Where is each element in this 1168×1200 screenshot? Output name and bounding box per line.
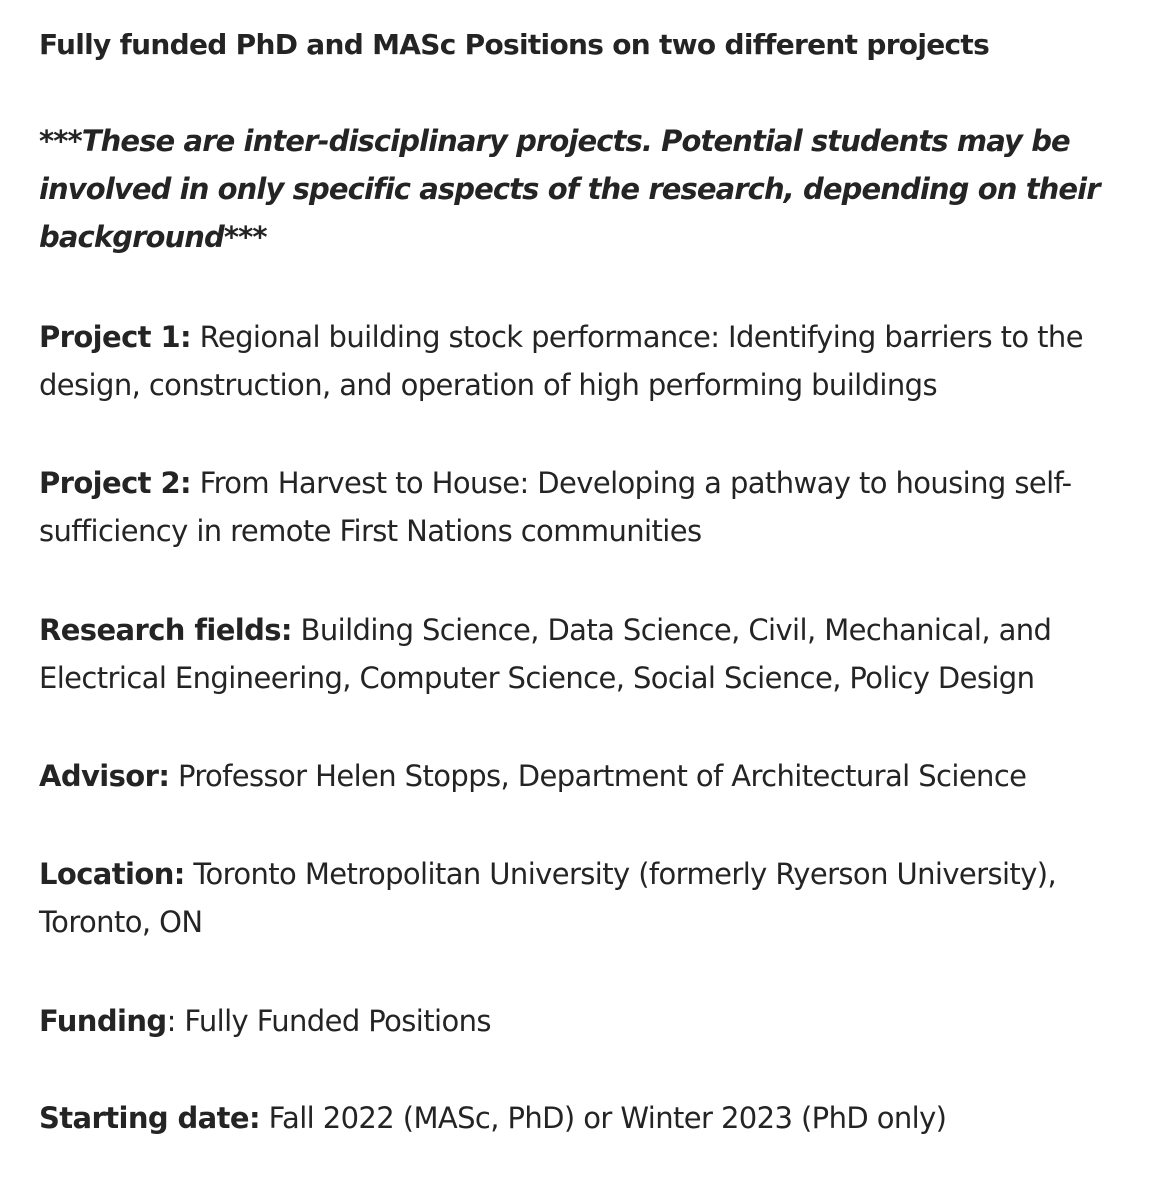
research-fields-text: Building Science, Data Science, Civil, Mechanical, and Electrical Engineering, Computer Science, Social Science, Policy Design [39, 613, 1052, 695]
funding-section [39, 997, 1118, 1045]
project-1-section [39, 313, 1118, 409]
project-2-section [39, 459, 1118, 555]
location-section [39, 850, 1118, 946]
project-2-text: From Harvest to House: Developing a pathway to housing self-sufficiency in remote First Nations communities [39, 466, 1072, 548]
advisor-text: Professor Helen Stopps, Department of Architectural Science [169, 759, 1027, 793]
funding-label: Funding [39, 1004, 167, 1038]
research-fields-label: Research fields: [39, 613, 292, 647]
posting-title: Fully funded PhD and MASc Positions on two different projects [39, 28, 990, 61]
starting-date-text: Fall 2022 (MASc, PhD) or Winter 2023 (PhD only) [259, 1101, 947, 1135]
project-1-label: Project 1: [39, 320, 192, 354]
project-2-label: Project 2: [39, 466, 192, 500]
interdisciplinary-note: ***These are inter-disciplinary projects. Potential students may be involved in only specific aspects of the research, depending on their background*** [39, 124, 1100, 254]
research-fields-section [39, 606, 1118, 702]
funding-text: : Fully Funded Positions [166, 1004, 491, 1038]
location-text: Toronto Metropolitan University (formerly Ryerson University), Toronto, ON [39, 857, 1057, 939]
advisor-label: Advisor: [39, 759, 170, 793]
project-1-text: Regional building stock performance: Identifying barriers to the design, construction, and operation of high performing buildings [39, 320, 1083, 402]
starting-date-label: Starting date: [39, 1101, 260, 1135]
advisor-section [39, 752, 1118, 800]
location-label: Location: [39, 857, 185, 891]
starting-date-section [39, 1094, 1118, 1142]
